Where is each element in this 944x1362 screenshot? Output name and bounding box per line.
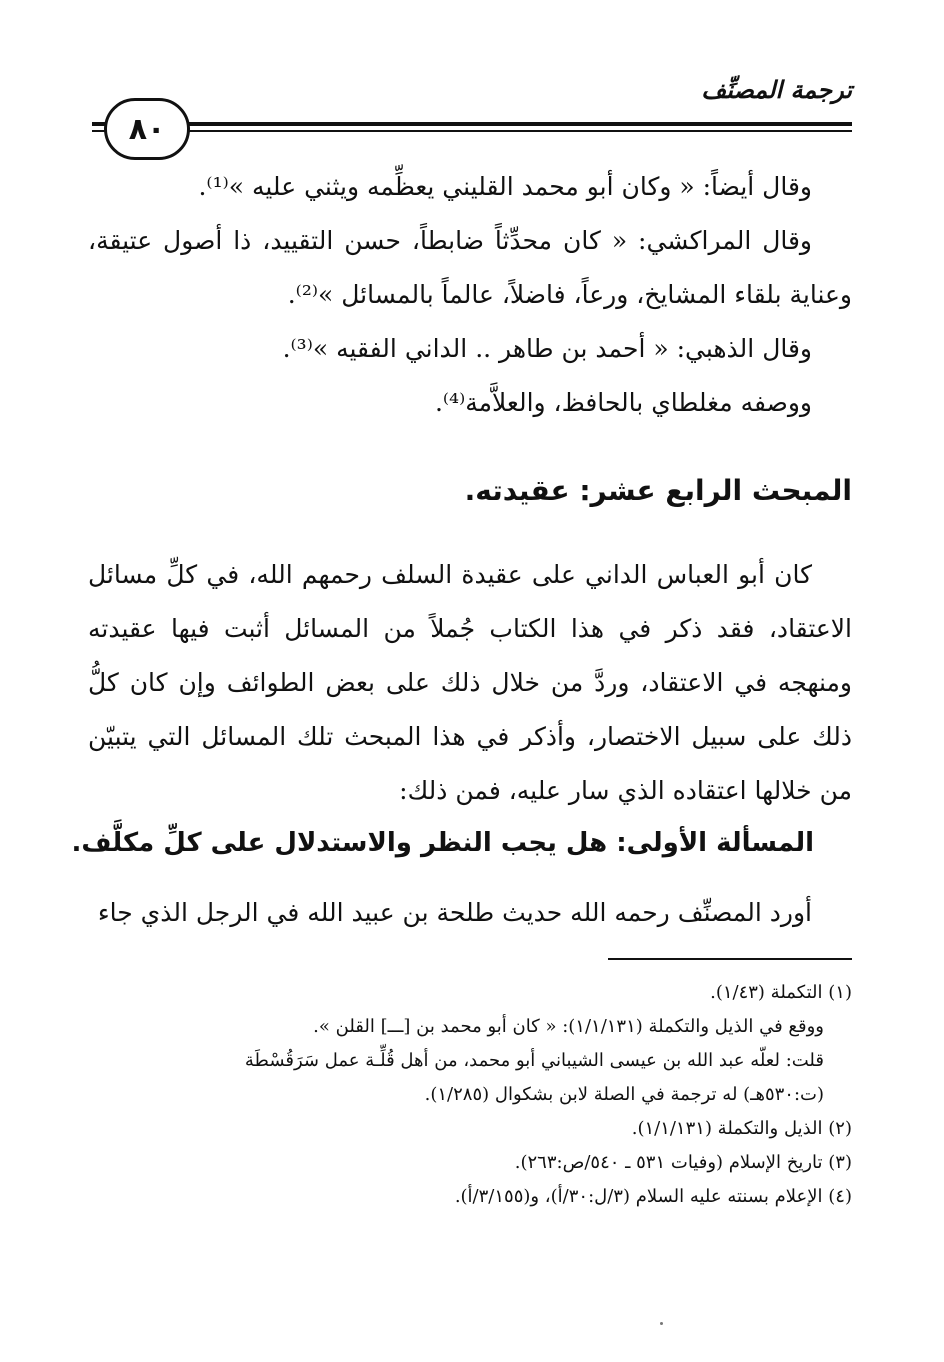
footnote: ووقع في الذيل والتكملة (١/١/١٣١): « كان أبو محمد بن [ـــ] القلن ».: [313, 1016, 824, 1037]
section-heading: المبحث الرابع عشر: عقيدته.: [464, 474, 852, 507]
quotes-block: [88, 160, 852, 430]
page-number: ٨٠: [104, 98, 190, 160]
section-intro: كان أبو العباس الداني على عقيدة السلف رحمهم الله، في كلِّ مسائل الاعتقاد، فقد ذكر في هذا الكتاب جُملاً من المسائل أثبت فيها عقيدته ومنهجه في الاعتقاد، وردَّ من خلال ذلك على بعض الطوائف وإن كان كلُّ ذلك على سبيل الاختصار، وأذكر في هذا المبحث تلك المسائل التي يتبيّن من خلالها اعتقاده الذي سار عليه، فمن ذلك:: [88, 560, 852, 805]
scan-speck: [660, 1322, 663, 1325]
continuation-line: أورد المصنِّف رحمه الله حديث طلحة بن عبيد الله في الرجل الذي جاء: [97, 898, 812, 927]
running-title: ترجمة المصنِّف: [701, 76, 852, 104]
quote-paragraph: وقال الذهبي: « أحمد بن طاهر .. الداني الفقيه »⁽³⁾.: [282, 334, 812, 363]
question-heading: المسألة الأولى: هل يجب النظر والاستدلال على كلِّ مكلَّف.: [71, 828, 814, 858]
footnote: (٣) تاريخ الإسلام (وفيات ٥٣١ ـ ٥٤٠/ص:٢٦٣).: [514, 1152, 852, 1173]
footnote: (ت:٥٣٠هـ) له ترجمة في الصلة لابن بشكوال (١/٢٨٥).: [424, 1084, 824, 1105]
footnote-separator: [608, 958, 852, 960]
quote-paragraph: وقال المراكشي: « كان محدِّثاً ضابطاً، حسن التقييد، ذا أصول عتيقة، وعناية بلقاء المشايخ، ورعاً، فاضلاً، عالماً بالمسائل »⁽²⁾.: [88, 226, 852, 309]
quote-paragraph: وقال أيضاً: « وكان أبو محمد القليني يعظِّمه ويثني عليه »⁽¹⁾.: [198, 172, 812, 201]
section-body: [88, 548, 852, 818]
quote-paragraph: ووصفه مغلطاي بالحافظ، والعلاَّمة⁽⁴⁾.: [434, 388, 812, 417]
footnotes: [88, 976, 852, 1214]
footnote: (٢) الذيل والتكملة (١/١/١٣١).: [631, 1118, 852, 1139]
footnote: (١) التكملة (١/٤٣).: [710, 982, 852, 1003]
footnote: (٤) الإعلام بسنته عليه السلام (٣/ل:٣٠/أ)، و(٣/١٥٥/أ).: [454, 1186, 852, 1207]
header-rule: [92, 122, 852, 126]
continuation-block: [88, 886, 852, 940]
header-rule-thin: [92, 130, 852, 132]
footnote: قلت: لعلّه عبد الله بن عيسى الشيباني أبو محمد، من أهل قُلِّـة عمل سَرَقُسْطَة: [244, 1050, 824, 1071]
